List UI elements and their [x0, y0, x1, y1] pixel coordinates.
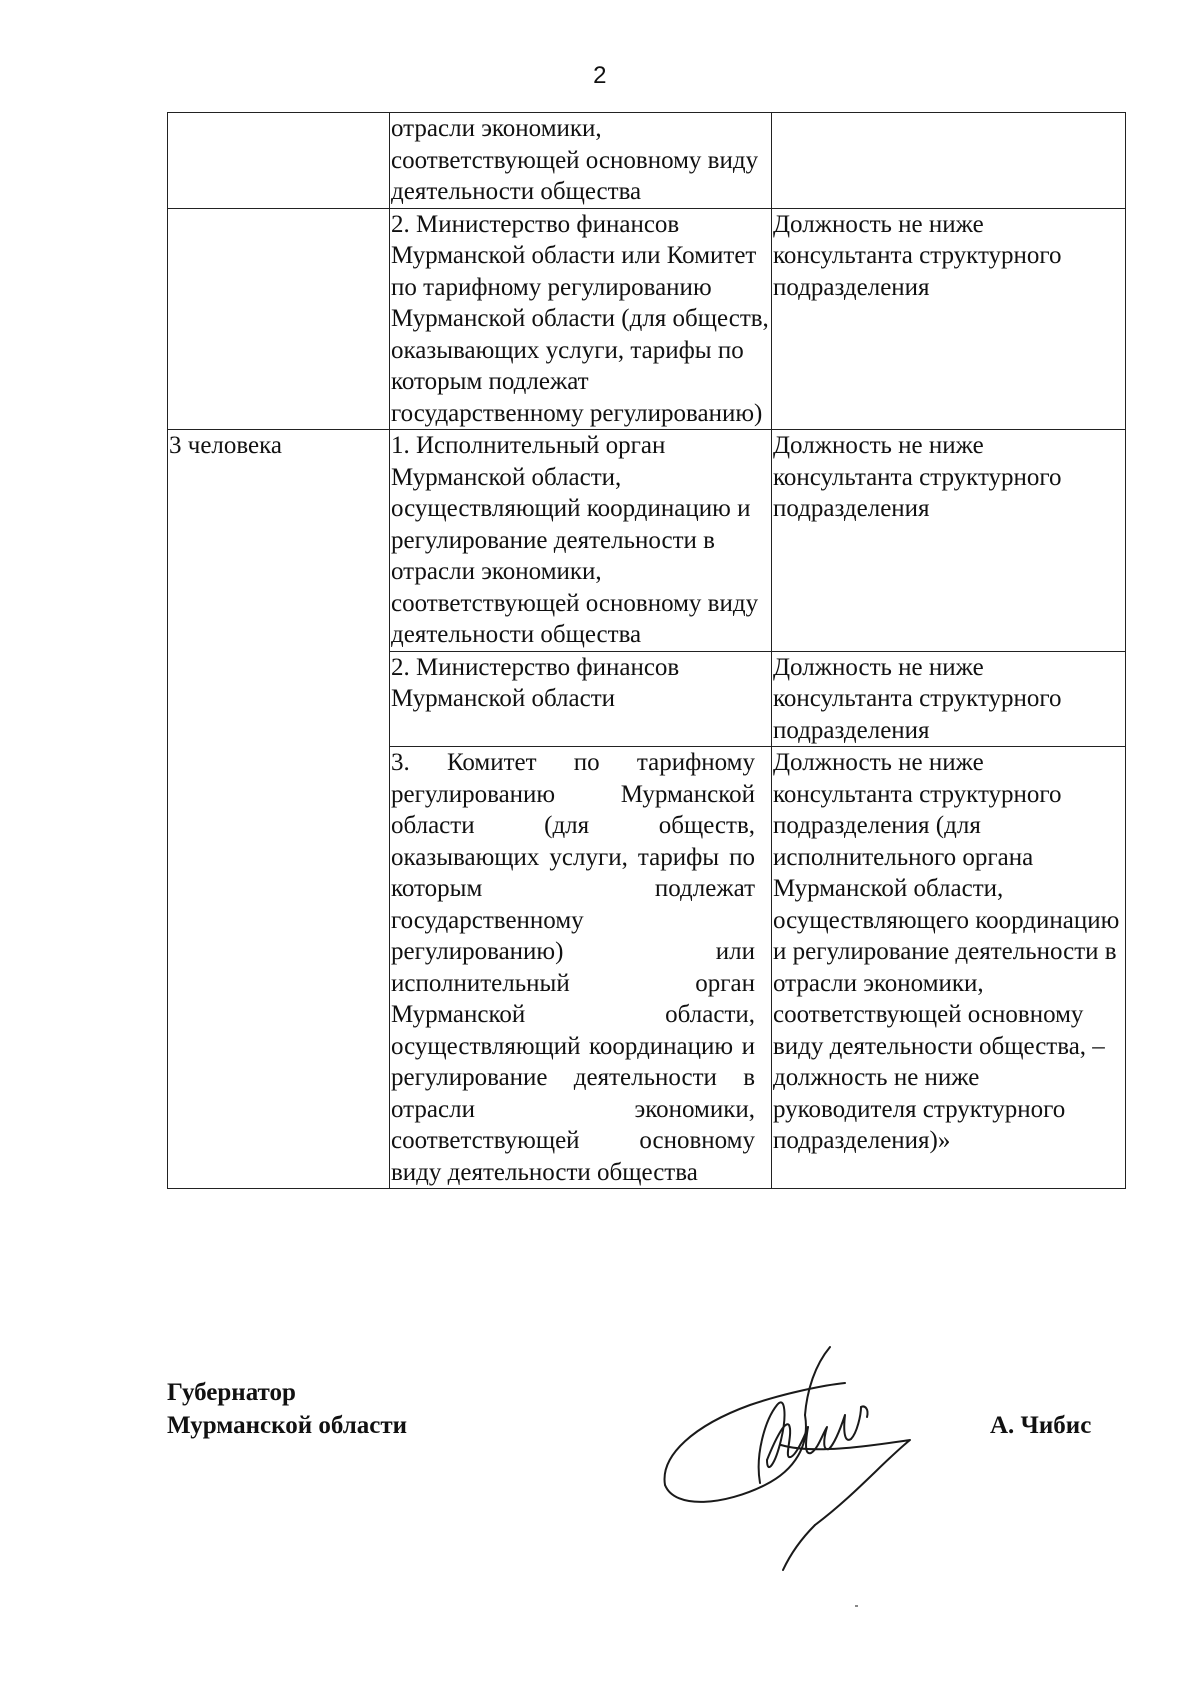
table-row [168, 113, 1126, 209]
cell-position-text: Должность не ниже консультанта структурного подразделения [773, 653, 1062, 744]
cell-body-text: 2. Министерство финансов Мурманской области или Комитет по тарифному регулированию Мурманской области (для обществ, оказывающих услуги, тарифы по которым подлежат государственному регулированию) [391, 210, 769, 427]
table-cell-position [772, 747, 1126, 1189]
cell-body-text: отрасли экономики, соответствующей основному виду деятельности общества [391, 115, 759, 205]
table-row [168, 208, 1126, 430]
table-cell-count [168, 113, 390, 209]
signer-title-line1: Губернатор [167, 1379, 296, 1406]
table-cell-body [390, 430, 772, 652]
signer-title [167, 1376, 407, 1442]
table-row [168, 430, 1126, 652]
cell-body-text: 3. Комитет по тарифному регулированию Мурманской области (для обществ, оказывающих услуги, тарифы по которым подлежат государственному регулированию) или исполнительный орган Мурманской области, осуществляющий координацию и регулирование деятельности в отрасли экономики, соответствующей основному виду деятельности общества [391, 749, 755, 1186]
cell-position-text: Должность не ниже консультанта структурного подразделения (для исполнительного органа Мурманской области, осуществляющего координацию и регулирование деятельности в отрасли экономики, соответствующей основному виду деятельности общества, – должность не ниже руководителя структурного подразделения)» [773, 749, 1120, 1154]
table-cell-body [390, 113, 772, 209]
cell-count-text: 3 человека [169, 432, 283, 459]
table-cell-body [390, 651, 772, 747]
cell-body-text: 2. Министерство финансов Мурманской области [391, 653, 680, 712]
table-cell-count [168, 430, 390, 1189]
cell-position-text: Должность не ниже консультанта структурного подразделения [773, 210, 1062, 301]
table-cell-position [772, 430, 1126, 652]
table-cell-body [390, 208, 772, 430]
table-cell-position [772, 208, 1126, 430]
page-number: 2 [593, 62, 607, 89]
signer-name: А. Чибис [990, 1412, 1092, 1439]
table-cell-count [168, 208, 390, 430]
cell-position-text: Должность не ниже консультанта структурного подразделения [773, 432, 1062, 522]
representatives-table [167, 112, 1126, 1189]
signer-title-line2: Мурманской области [167, 1412, 408, 1439]
table-cell-position [772, 651, 1126, 747]
table-cell-position [772, 113, 1126, 209]
scan-speck [855, 1605, 858, 1607]
table-cell-body [390, 747, 772, 1189]
cell-body-text: 1. Исполнительный орган Мурманской области, осуществляющий координацию и регулирование деятельности в отрасли экономики, соответствующей основному виду деятельности общества [391, 432, 759, 648]
signature-icon [655, 1345, 945, 1575]
